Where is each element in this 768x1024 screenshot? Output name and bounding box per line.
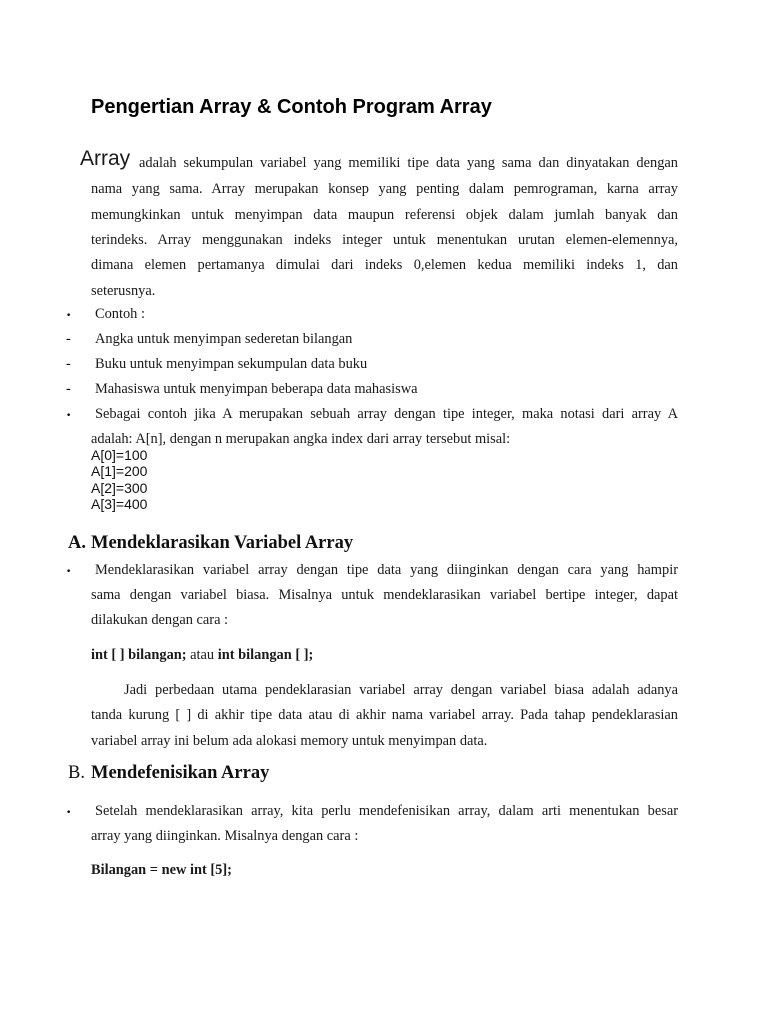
code-line: A[0]=100 xyxy=(91,447,148,463)
intro-line-2: nama yang sama. Array merupakan konsep yang penting dalam pemrograman, karna array xyxy=(91,181,678,197)
section-b-code: Bilangan = new int [5]; xyxy=(91,862,232,878)
section-a-letter: A. xyxy=(68,533,86,553)
dash-icon: - xyxy=(66,356,71,372)
section-b-letter: B. xyxy=(68,763,85,783)
section-b-line-2: array yang diinginkan. Misalnya dengan cara : xyxy=(91,828,359,844)
intro-line-1: adalah sekumpulan variabel yang memiliki tipe data yang sama dan dinyatakan dengan xyxy=(139,155,678,171)
code-line: A[3]=400 xyxy=(91,496,148,512)
notation-line-1: Sebagai contoh jika A merupakan sebuah array dengan tipe integer, maka notasi dari array A xyxy=(95,406,678,422)
code-array-declaration-1: int [ ] bilangan; xyxy=(91,647,187,663)
code-array-declaration-2: int bilangan [ ]; xyxy=(217,647,314,663)
notation-line-2: adalah: A[n], dengan n merupakan angka index dari array tersebut misal: xyxy=(91,431,511,447)
section-a-para-line-3: variabel array ini belum ada alokasi memory untuk menyimpan data. xyxy=(91,733,488,749)
list-item: Angka untuk menyimpan sederetan bilangan xyxy=(95,331,353,347)
dash-icon: - xyxy=(66,331,71,347)
intro-line-5: dimana elemen pertamanya dimulai dari indeks 0,elemen kedua memiliki indeks 1, dan xyxy=(91,257,678,273)
section-a-line-3: dilakukan dengan cara : xyxy=(91,612,229,628)
section-a-para-line-2: tanda kurung [ ] di akhir tipe data atau di akhir nama variabel array. Pada tahap pendeklarasian xyxy=(91,707,678,723)
section-a-line-2: sama dengan variabel biasa. Misalnya untuk mendeklarasikan variabel bertipe integer, dapat xyxy=(91,587,678,603)
section-a-heading: Mendeklarasikan Variabel Array xyxy=(91,533,354,553)
section-a-para-line-1: Jadi perbedaan utama pendeklarasian variabel array dengan variabel biasa adalah adanya xyxy=(124,682,678,698)
list-item: Buku untuk menyimpan sekumpulan data buku xyxy=(95,356,368,372)
declaration-code xyxy=(91,647,678,664)
page-title: Pengertian Array & Contoh Program Array xyxy=(91,96,492,118)
bullet-icon: • xyxy=(66,567,72,577)
code-connector: atau xyxy=(186,647,218,663)
section-b-line-1: Setelah mendeklarasikan array, kita perlu mendefenisikan array, dalam arti menentukan besar xyxy=(95,803,678,819)
list-item: Mahasiswa untuk menyimpan beberapa data mahasiswa xyxy=(95,381,418,397)
intro-line-3: memungkinkan untuk menyimpan data maupun referensi objek dalam jumlah banyak dan xyxy=(91,207,678,223)
code-line: A[1]=200 xyxy=(91,463,148,479)
code-line: A[2]=300 xyxy=(91,480,148,496)
contoh-label: Contoh : xyxy=(95,306,145,322)
bullet-icon: • xyxy=(66,411,72,421)
intro-line-4: terindeks. Array menggunakan indeks integer untuk menentukan urutan elemen-elemennya, xyxy=(91,232,678,248)
section-b-heading: Mendefenisikan Array xyxy=(91,763,270,783)
intro-line-6: seterusnya. xyxy=(91,283,156,299)
section-a-line-1: Mendeklarasikan variabel array dengan tipe data yang diinginkan dengan cara yang hampir xyxy=(95,562,678,578)
bullet-icon: • xyxy=(66,311,72,321)
intro-lead-word: Array xyxy=(80,147,131,170)
bullet-icon: • xyxy=(66,808,72,818)
dash-icon: - xyxy=(66,381,71,397)
